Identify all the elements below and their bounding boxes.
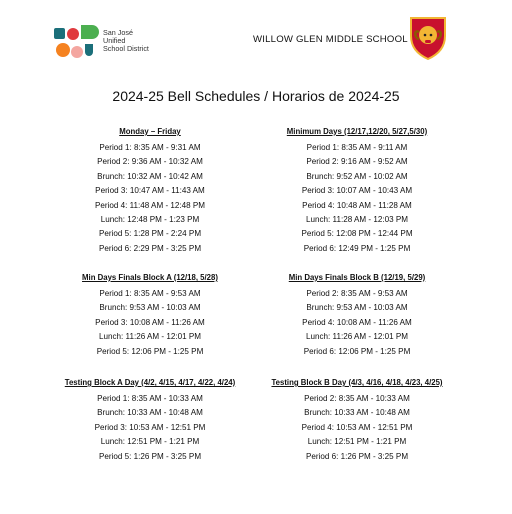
district-name-line-1: San José [103, 28, 133, 37]
schedule-row: Period 6: 1:26 PM - 3:25 PM [305, 451, 409, 461]
ram-nose [425, 40, 431, 43]
schedule-row: Period 3: 10:07 AM - 10:43 AM [301, 186, 413, 196]
schedule-row: Period 5: 1:28 PM - 2:24 PM [98, 229, 202, 239]
schedule-block-minimum-days [262, 127, 452, 256]
schedule-row: Brunch: 10:33 AM - 10:48 AM [304, 408, 410, 418]
district-name-line-2: Unified [103, 36, 126, 46]
logo-pink-circle [71, 46, 83, 58]
schedule-row: Brunch: 9:52 AM - 10:02 AM [306, 171, 408, 181]
schedule-heading: Min Days Finals Block A (12/18, 5/28) [82, 273, 218, 282]
schedule-row: Period 4: 10:08 AM - 11:26 AM [302, 317, 412, 327]
schedule-row: Period 3: 10:08 AM - 11:26 AM [95, 317, 205, 327]
schedule-row: Period 2: 9:36 AM - 10:32 AM [97, 157, 203, 167]
logo-teal-mark [85, 44, 93, 56]
district-logo-icon [53, 22, 99, 62]
school-name: WILLOW GLEN MIDDLE SCHOOL [253, 34, 408, 45]
page-title: 2024-25 Bell Schedules / Horarios de 2024-25 [112, 88, 400, 104]
schedule-row: Brunch: 9:53 AM - 10:03 AM [99, 303, 201, 313]
schedule-row: Period 5: 12:08 PM - 12:44 PM [301, 229, 413, 239]
schedule-block-finals-b [262, 273, 452, 359]
schedule-row: Lunch: 12:51 PM - 1:21 PM [307, 437, 407, 447]
schedule-row: Lunch: 11:26 AM - 12:01 PM [306, 332, 408, 342]
logo-square-mark [54, 28, 65, 39]
schedule-block-testing-a [50, 378, 250, 464]
schedule-row: Period 6: 2:29 PM - 3:25 PM [98, 243, 202, 253]
schedule-row: Period 5: 12:06 PM - 1:25 PM [96, 346, 204, 356]
schedule-heading: Monday – Friday [119, 127, 181, 136]
schedule-row: Lunch: 12:48 PM - 1:23 PM [100, 215, 200, 225]
schedule-row: Period 3: 10:53 AM - 12:51 PM [94, 422, 206, 432]
schedule-row: Period 2: 8:35 AM - 10:33 AM [304, 394, 410, 403]
schedule-row: Brunch: 9:53 AM - 10:03 AM [306, 303, 408, 313]
schedule-row: Period 4: 10:53 AM - 12:51 PM [301, 422, 413, 432]
schedule-row: Brunch: 10:33 AM - 10:48 AM [97, 408, 203, 418]
schedule-row: Lunch: 11:26 AM - 12:01 PM [99, 332, 201, 342]
schedule-heading: Min Days Finals Block B (12/19, 5/29) [288, 273, 426, 282]
schedule-block-regular [60, 127, 240, 256]
schedule-row: Period 2: 9:16 AM - 9:52 AM [306, 157, 408, 167]
schedule-row: Period 1: 8:35 AM - 9:11 AM [306, 143, 408, 152]
schedule-heading: Testing Block B Day (4/3, 4/16, 4/18, 4/23, 4/25) [271, 378, 443, 387]
logo-orange-circle [56, 43, 70, 57]
schedule-heading: Minimum Days (12/17,12/20, 5/27,5/30) [286, 127, 428, 136]
schedule-row: Period 6: 12:49 PM - 1:25 PM [303, 243, 411, 253]
logo-green-half [81, 25, 99, 39]
schedule-row: Period 1: 8:35 AM - 9:53 AM [99, 289, 201, 298]
schedule-row: Lunch: 12:51 PM - 1:21 PM [100, 437, 200, 447]
schedule-row: Brunch: 10:32 AM - 10:42 AM [97, 171, 203, 181]
schedule-row: Period 3: 10:47 AM - 11:43 AM [95, 186, 205, 196]
district-name [103, 29, 149, 54]
logo-red-circle [67, 28, 79, 40]
ram-eye-right [430, 34, 433, 37]
schedule-row: Period 4: 11:48 AM - 12:48 PM [94, 200, 206, 210]
page-header [0, 0, 512, 80]
schedule-heading: Testing Block A Day (4/2, 4/15, 4/17, 4/22, 4/24) [64, 378, 236, 387]
district-name-line-3: School District [103, 44, 149, 54]
schedule-row: Period 2: 8:35 AM - 9:53 AM [306, 289, 408, 298]
schedule-row: Period 6: 12:06 PM - 1:25 PM [303, 346, 411, 356]
schedule-row: Lunch: 11:28 AM - 12:03 PM [306, 215, 408, 225]
schedule-block-testing-b [252, 378, 462, 464]
ram-eye-left [424, 34, 427, 37]
schedule-block-finals-a [60, 273, 240, 359]
schedule-row: Period 1: 8:35 AM - 9:31 AM [99, 143, 201, 152]
schedule-row: Period 1: 8:35 AM - 10:33 AM [97, 394, 203, 403]
schedule-row: Period 5: 1:26 PM - 3:25 PM [98, 451, 202, 461]
ram-mascot-shield-icon [409, 16, 447, 60]
schedule-row: Period 4: 10:48 AM - 11:28 AM [302, 200, 412, 210]
